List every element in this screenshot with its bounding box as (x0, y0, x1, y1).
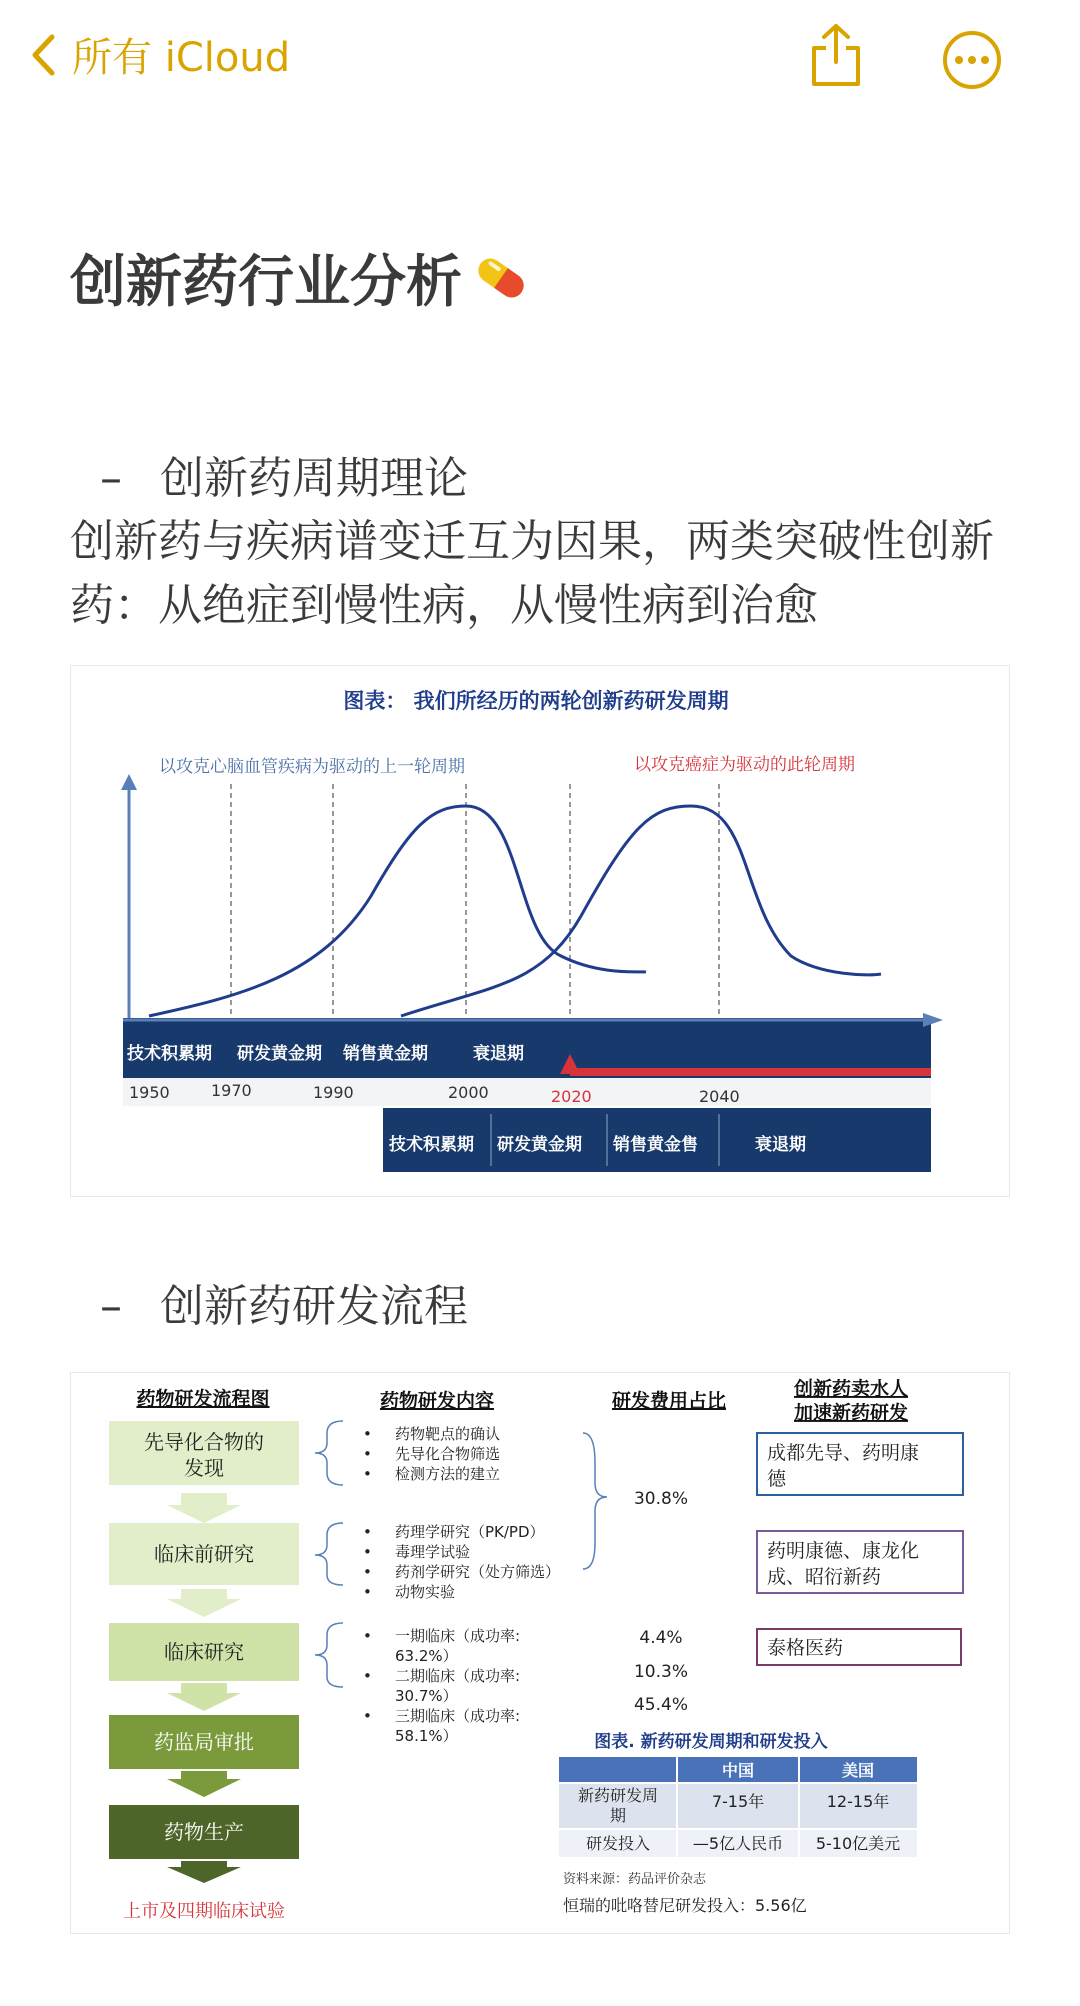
fig1-phase-bottom-1: 技术积累期 (389, 1135, 474, 1155)
table-row2-usa: 5-10亿美元 (815, 1834, 901, 1853)
svg-text:•: • (363, 1543, 372, 1561)
cost-phase3: 45.4% (633, 1695, 689, 1715)
fig1-year-2000: 2000 (448, 1083, 489, 1102)
back-button[interactable] (30, 26, 290, 83)
vendor-3: 泰格医药 (767, 1637, 844, 1659)
content-2-1: 药理学研究（PK/PD） (395, 1523, 545, 1541)
step-1: 先导化合物的发现 (144, 1430, 264, 1480)
vendor-2: 药明康德、康龙化成、昭衍新药 (767, 1540, 920, 1588)
content-2-3: 药剂学研究（处方筛选） (395, 1563, 561, 1581)
content-1-3: 检测方法的建立 (395, 1465, 501, 1483)
table-row2-label: 研发投入 (585, 1834, 651, 1853)
content-3-1: 一期临床（成功率: 63.2%） (395, 1627, 521, 1665)
flow-steps (109, 1421, 299, 1922)
fig1-year-1990: 1990 (313, 1083, 354, 1102)
pill-icon (470, 247, 532, 309)
fig1-title: 图表： 我们所经历的两轮创新药研发周期 (343, 689, 729, 713)
cycle-chart-image (70, 665, 1010, 1197)
final-step: 上市及四期临床试验 (123, 1901, 285, 1922)
note-title-text: 创新药行业分析 (70, 250, 462, 315)
step-3: 临床研究 (164, 1640, 244, 1664)
fig1-year-2020: 2020 (551, 1087, 592, 1106)
rd-process-image (70, 1372, 1010, 1934)
fig1-phase-bottom-2: 研发黄金期 (497, 1135, 582, 1155)
cost-phase2: 10.3% (633, 1662, 689, 1682)
hengrui-note: 恒瑞的吡咯替尼研发投入：5.56亿 (563, 1896, 807, 1915)
section-heading-cycle-text: 创新药周期理论 (160, 453, 468, 504)
content-2-4: 动物实验 (395, 1583, 456, 1601)
content-3-2: 二期临床（成功率: 30.7%） (395, 1667, 521, 1705)
svg-text:•: • (363, 1465, 372, 1483)
top-bar (0, 0, 1080, 120)
table-row1-china: 7-15年 (711, 1792, 765, 1811)
fig2-header-cost: 研发费用占比 (611, 1390, 727, 1412)
svg-text:•: • (363, 1707, 372, 1725)
svg-text:•: • (363, 1563, 372, 1581)
source-note: 资料来源：药品评价杂志 (563, 1872, 707, 1887)
note-title (70, 238, 532, 318)
step-4: 药监局审批 (154, 1730, 254, 1754)
fig1-phase-top-2: 研发黄金期 (237, 1044, 322, 1064)
fig1-year-2040: 2040 (699, 1087, 740, 1106)
svg-text:•: • (363, 1627, 372, 1645)
chevron-left-icon (30, 33, 56, 77)
table-row2-china: —5亿人民币 (692, 1834, 784, 1853)
more-icon (942, 30, 1002, 90)
fig1-year-1950: 1950 (129, 1083, 170, 1102)
fig1-label-right: 以攻克癌症为驱动的此轮周期 (634, 755, 855, 775)
step-5: 药物生产 (164, 1820, 244, 1844)
back-label: 所有 iCloud (72, 35, 291, 81)
share-button[interactable] (808, 22, 864, 92)
fig1-phase-top-3: 销售黄金期 (343, 1044, 428, 1064)
section-heading-process-text: 创新药研发流程 (160, 1281, 468, 1332)
content-1-2: 先导化合物筛选 (395, 1445, 501, 1463)
svg-text:•: • (363, 1523, 372, 1541)
share-icon (808, 22, 864, 88)
fig2-header-content: 药物研发内容 (379, 1390, 495, 1412)
table-row1-usa: 12-15年 (826, 1792, 890, 1811)
fig1-phase-top-1: 技术积累期 (127, 1044, 212, 1064)
content-2-2: 毒理学试验 (395, 1543, 471, 1561)
step-2: 临床前研究 (154, 1542, 254, 1566)
svg-text:•: • (363, 1667, 372, 1685)
fig2-header-flow: 药物研发流程图 (136, 1388, 270, 1410)
table-title: 图表. 新药研发周期和研发投入 (594, 1732, 828, 1752)
svg-text:•: • (363, 1425, 372, 1443)
fig1-phase-top-4: 衰退期 (473, 1044, 524, 1064)
vendor-1: 成都先导、药明康德 (767, 1442, 920, 1490)
svg-text:•: • (363, 1583, 372, 1601)
content-1-1: 药物靶点的确认 (395, 1425, 501, 1443)
content-3-3: 三期临床（成功率: 58.1%） (395, 1707, 521, 1745)
section-heading-process: – 创新药研发流程 (100, 1281, 468, 1332)
cost-phase1: 4.4% (639, 1628, 683, 1648)
table-header-china: 中国 (721, 1761, 755, 1780)
table-header-usa: 美国 (841, 1761, 875, 1780)
cost-preclinical: 30.8% (633, 1489, 689, 1509)
more-button[interactable] (942, 30, 1002, 94)
table-row1-label: 新药研发周期 (577, 1786, 659, 1825)
fig1-year-1970: 1970 (211, 1081, 252, 1100)
body-paragraph: 创新药与疾病谱变迁互为因果，两类突破性创新药：从绝症到慢性病，从慢性病到治愈 (70, 516, 994, 631)
fig2-header-vendor: 创新药卖水人加速新药研发 (793, 1378, 909, 1424)
svg-text:•: • (363, 1445, 372, 1463)
fig1-phase-bottom-3: 销售黄金售 (613, 1135, 698, 1155)
fig1-label-left: 以攻克心脑血管疾病为驱动的上一轮周期 (159, 757, 465, 777)
fig1-phase-bottom-4: 衰退期 (755, 1135, 806, 1155)
section-heading-cycle: – 创新药周期理论 (100, 453, 468, 504)
